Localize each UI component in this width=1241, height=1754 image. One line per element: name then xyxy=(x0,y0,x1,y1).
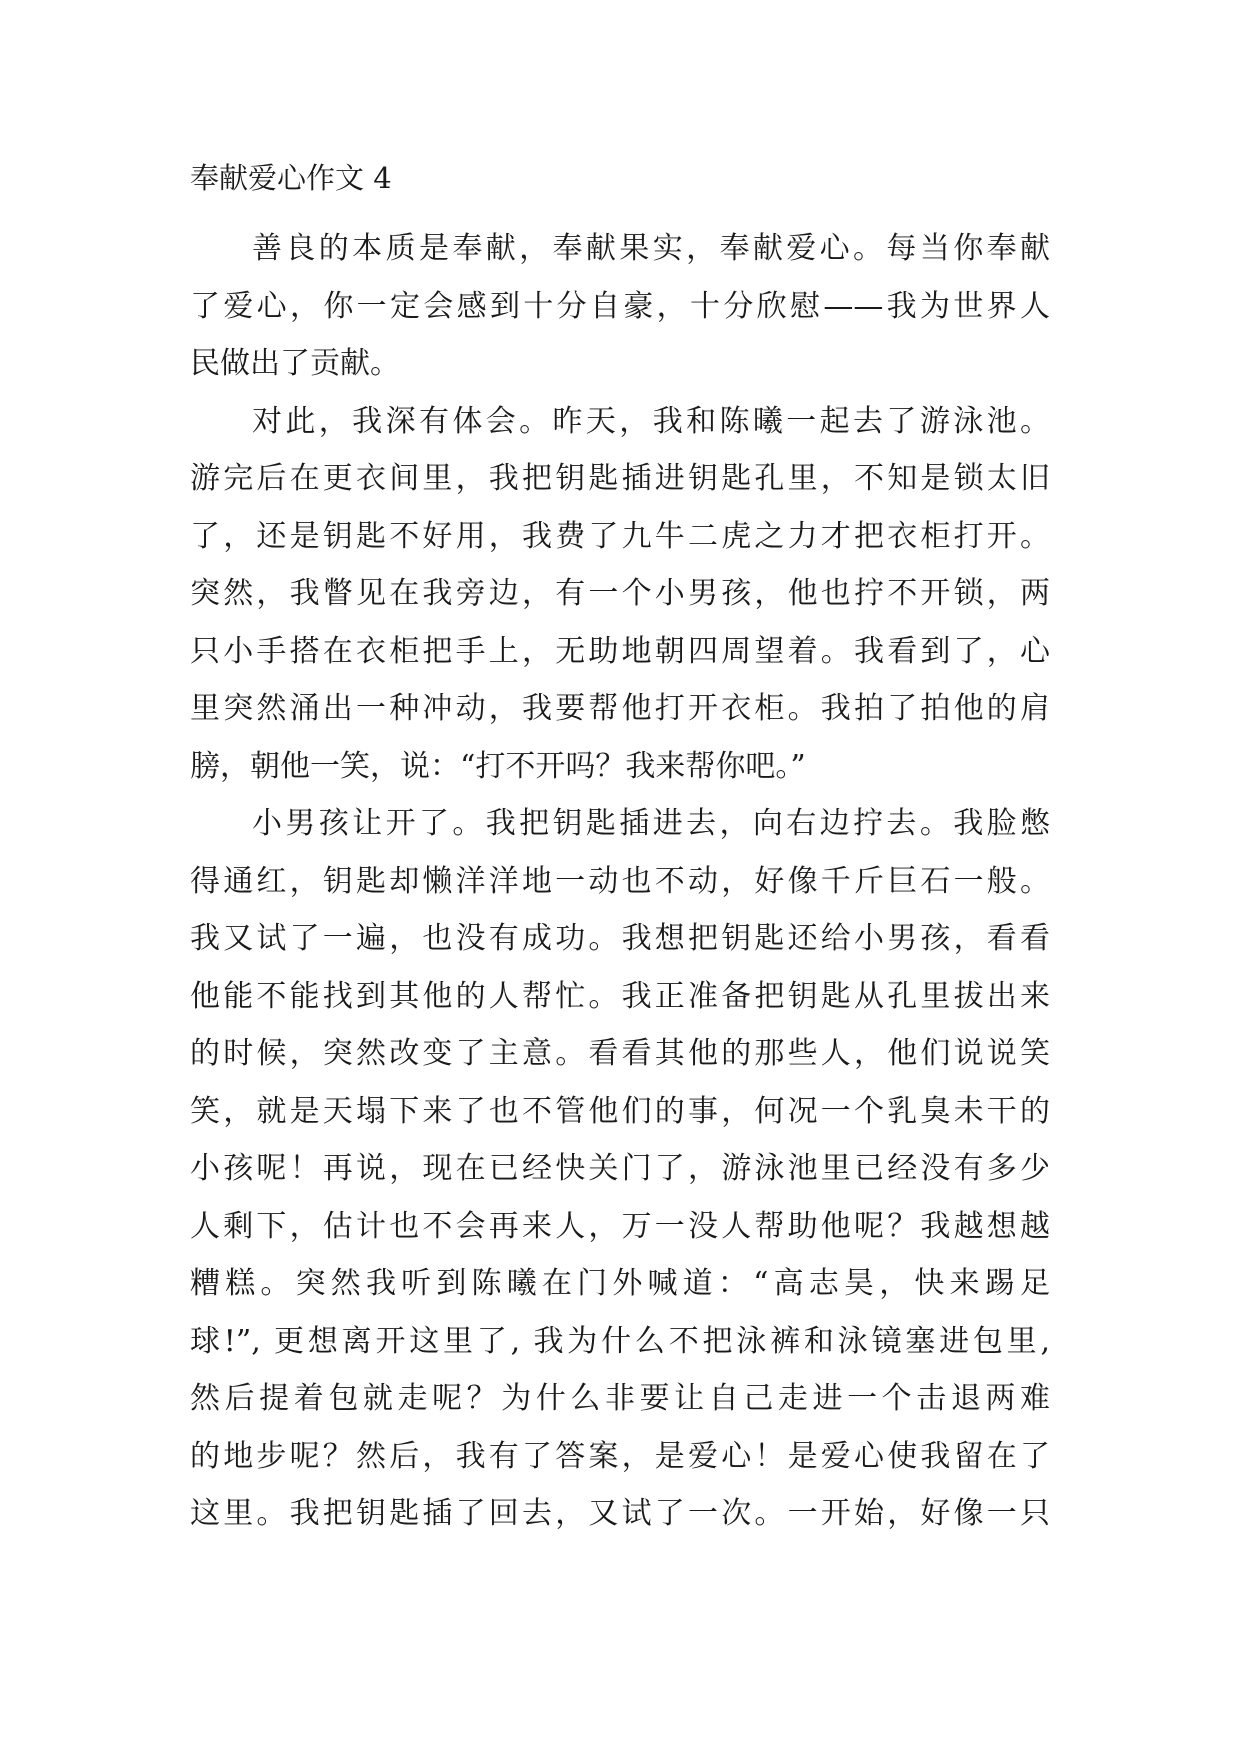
paragraph-line: 笑，就是天塌下来了也不管他们的事，何况一个乳臭未干的 xyxy=(190,1093,1050,1129)
document-title: 奉献爱心作文 4 xyxy=(190,161,392,195)
paragraph-line: 糟糕。突然我听到陈曦在门外喊道：“高志昊，快来踢足 xyxy=(190,1266,1050,1301)
paragraph-line: 然后提着包就走呢？为什么非要让自己走进一个击退两难 xyxy=(190,1381,1050,1416)
paragraph-line: 这里。我把钥匙插了回去，又试了一次。一开始，好像一只 xyxy=(190,1496,1050,1531)
paragraph-line: 里突然涌出一种冲动，我要帮他打开衣柜。我拍了拍他的肩 xyxy=(190,691,1050,726)
paragraph-line: 善良的本质是奉献，奉献果实，奉献爱心。每当你奉献 xyxy=(252,231,1050,266)
paragraph-line: 游完后在更衣间里，我把钥匙插进钥匙孔里，不知是锁太旧 xyxy=(190,461,1050,496)
paragraph-line: 球!”, 更想离开这里了, 我为什么不把泳裤和泳镜塞进包里, xyxy=(190,1323,1050,1359)
paragraph-line: 突然，我瞥见在我旁边，有一个小男孩，他也拧不开锁，两 xyxy=(190,576,1050,611)
document-body xyxy=(190,220,1050,1543)
paragraph-line: 只小手搭在衣柜把手上，无助地朝四周望着。我看到了，心 xyxy=(190,633,1050,669)
paragraph-line: 膀，朝他一笑，说：“打不开吗？我来帮你吧。” xyxy=(190,748,806,784)
paragraph-line: 的地步呢？然后，我有了答案，是爱心！是爱心使我留在了 xyxy=(190,1438,1050,1474)
paragraph-line: 得通红，钥匙却懒洋洋地一动也不动，好像千斤巨石一般。 xyxy=(190,863,1050,899)
paragraph-line: 人剩下，估计也不会再来人，万一没人帮助他呢？我越想越 xyxy=(190,1208,1050,1244)
paragraph-line: 对此，我深有体会。昨天，我和陈曦一起去了游泳池。 xyxy=(252,403,1050,439)
paragraph-line: 小孩呢！再说，现在已经快关门了，游泳池里已经没有多少 xyxy=(190,1151,1050,1186)
paragraph-line: 我又试了一遍，也没有成功。我想把钥匙还给小男孩，看看 xyxy=(190,921,1050,956)
paragraph-line: 的时候，突然改变了主意。看看其他的那些人，他们说说笑 xyxy=(190,1036,1050,1071)
paragraph-line: 了爱心，你一定会感到十分自豪，十分欣慰——我为世界人 xyxy=(190,288,1050,324)
paragraph-line: 民做出了贡献。 xyxy=(190,346,400,381)
paragraph-line: 他能不能找到其他的人帮忙。我正准备把钥匙从孔里拔出来 xyxy=(190,978,1050,1014)
paragraph-line: 小男孩让开了。我把钥匙插进去，向右边拧去。我脸憋 xyxy=(252,806,1050,841)
paragraph-line: 了，还是钥匙不好用，我费了九牛二虎之力才把衣柜打开。 xyxy=(190,518,1050,554)
